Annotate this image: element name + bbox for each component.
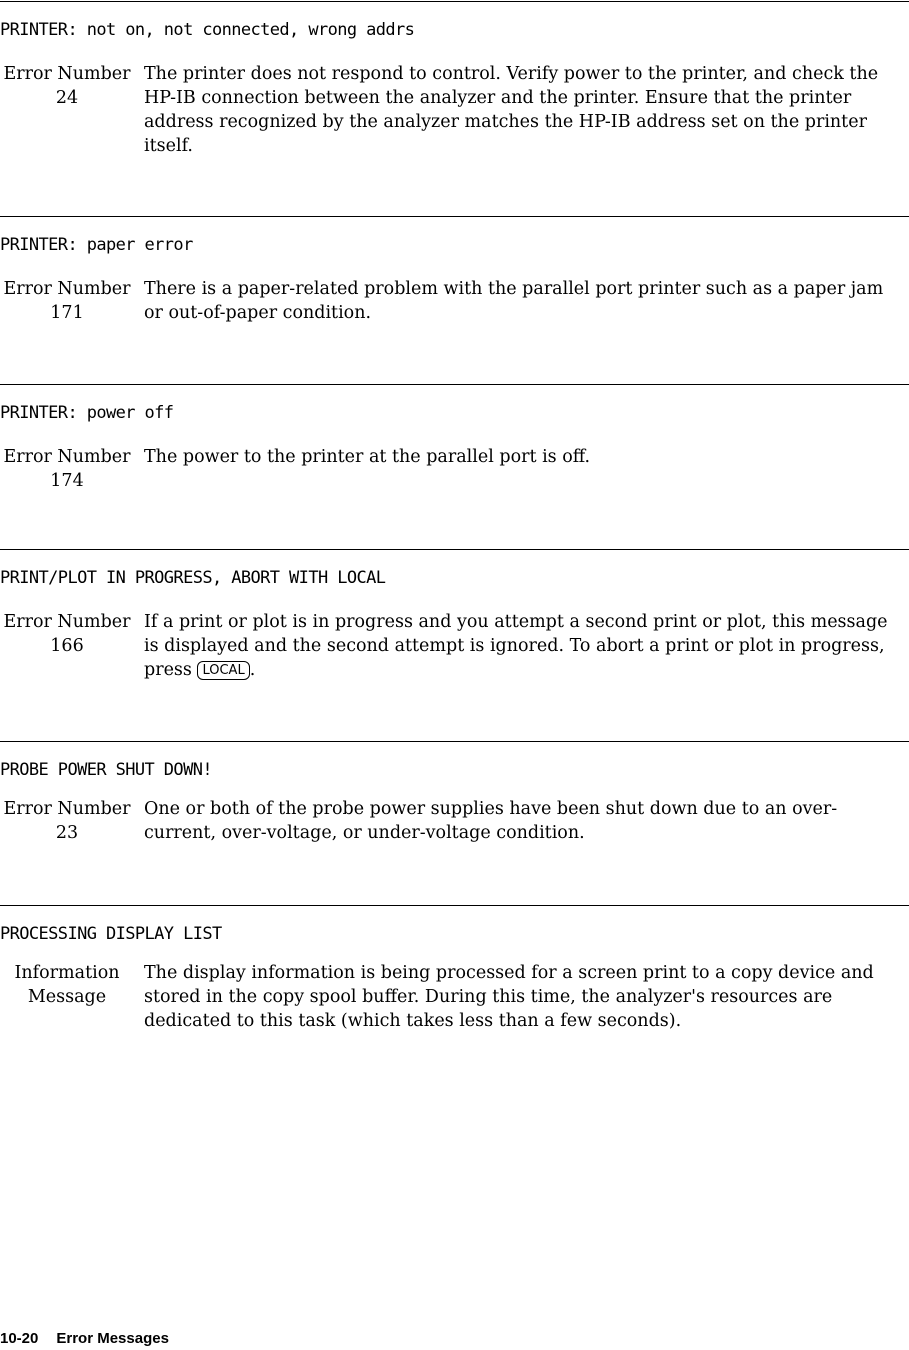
error-label [0, 445, 134, 493]
error-label [0, 797, 134, 845]
error-label [0, 62, 134, 110]
error-number: 24 [55, 88, 79, 108]
error-number: 174 [50, 471, 84, 491]
error-label-type: Error Number [3, 799, 131, 819]
divider [0, 1, 909, 2]
error-number: 23 [55, 823, 79, 843]
entry-description-text: If a print or plot is in progress and you attempt a second print or plot, this message is displayed and the second attempt is ignored. To abort a print or plot in progress, press [144, 612, 888, 680]
error-label-type: Error Number [3, 279, 131, 299]
divider [0, 384, 909, 385]
local-key: LOCAL [197, 661, 249, 680]
error-label-type: Error Number [3, 64, 131, 84]
error-label-type: Error Number [3, 612, 131, 632]
error-label [0, 277, 134, 325]
entry-description: One or both of the probe power supplies have been shut down due to an over-current, over-voltage, or under-voltage condition. [144, 799, 838, 843]
divider [0, 905, 909, 906]
error-number: 171 [50, 303, 84, 323]
info-label-type: Information [14, 963, 120, 983]
divider [0, 741, 909, 742]
entry-title: PRINT/PLOT IN PROGRESS, ABORT WITH LOCAL [0, 568, 386, 588]
error-label [0, 610, 134, 658]
entry-title: PROBE POWER SHUT DOWN! [0, 760, 212, 780]
entry-description: There is a paper-related problem with the parallel port printer such as a paper jam or out-of-paper condition. [144, 279, 884, 323]
entry-title: PROCESSING DISPLAY LIST [0, 924, 222, 944]
entry-description-end: . [249, 660, 256, 680]
page-footer [0, 1329, 169, 1349]
section-title: Error Messages [56, 1330, 169, 1347]
entry-description: The printer does not respond to control. Verify power to the printer, and check the HP-IB connection between the analyzer and the printer. Ensure that the printer address recognized by the analyzer matches the HP-IB address set on the printer itself. [144, 64, 879, 156]
entry-title: PRINTER: power off [0, 403, 174, 423]
info-label-kind: Message [27, 987, 107, 1007]
entry-description: The display information is being processed for a screen print to a copy device and stored in the copy spool buffer. During this time, the analyzer's resources are dedicated to this task (which takes less than a few seconds). [144, 963, 874, 1031]
entry-description [144, 610, 904, 682]
info-label [0, 961, 134, 1009]
entry-title: PRINTER: not on, not connected, wrong addrs [0, 20, 415, 40]
page-number: 10-20 [0, 1330, 39, 1347]
error-number: 166 [50, 636, 84, 656]
entry-title: PRINTER: paper error [0, 235, 193, 255]
divider [0, 216, 909, 217]
entry-description: The power to the printer at the parallel port is off. [144, 447, 591, 467]
error-label-type: Error Number [3, 447, 131, 467]
divider [0, 549, 909, 550]
